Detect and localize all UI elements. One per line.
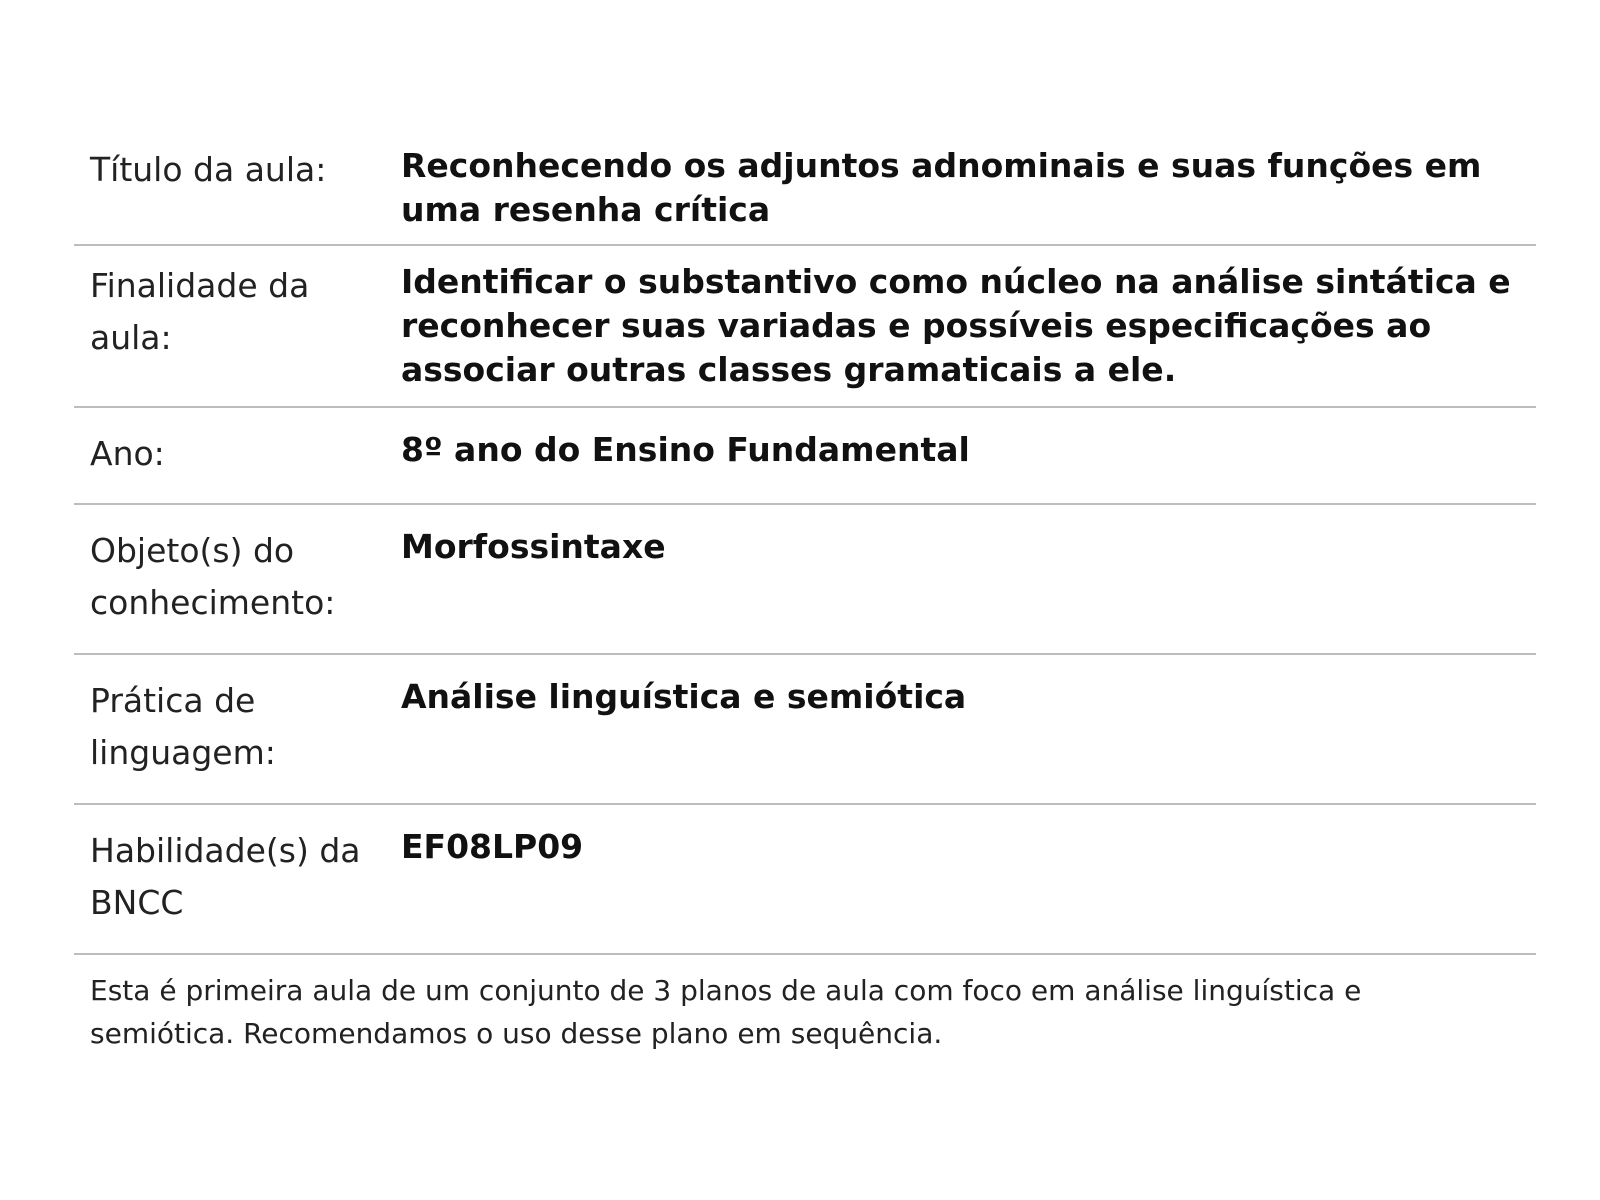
row-value: Reconhecendo os adjuntos adnominais e suas funções em uma resenha crítica [401,146,1482,229]
row-value: Análise linguística e semiótica [401,677,967,716]
row-ano [74,408,1536,505]
footnote: Esta é primeira aula de um conjunto de 3 planos de aula com foco em análise linguística e semiótica. Recomendamos o uso desse plano em sequência. [90,974,1362,1050]
row-objeto [74,505,1536,655]
row-label: Ano: [90,434,165,473]
row-value: EF08LP09 [401,827,584,866]
row-label: Título da aula: [90,150,327,189]
row-value: 8º ano do Ensino Fundamental [401,430,970,469]
row-label: Habilidade(s) da BNCC [90,831,361,922]
row-finalidade [74,246,1536,408]
row-label: Prática de linguagem: [90,681,276,772]
row-pratica [74,655,1536,805]
row-value: Morfossintaxe [401,527,666,566]
row-value: Identificar o substantivo como núcleo na análise sintática e reconhecer suas variadas e possíveis especificações ao associar outras classes gramaticais a ele. [401,262,1511,389]
row-label: Finalidade da aula: [90,266,310,357]
row-titulo [74,128,1536,246]
lesson-info-table [74,128,1536,1055]
row-label: Objeto(s) do conhecimento: [90,531,336,622]
row-habilidade [74,805,1536,955]
